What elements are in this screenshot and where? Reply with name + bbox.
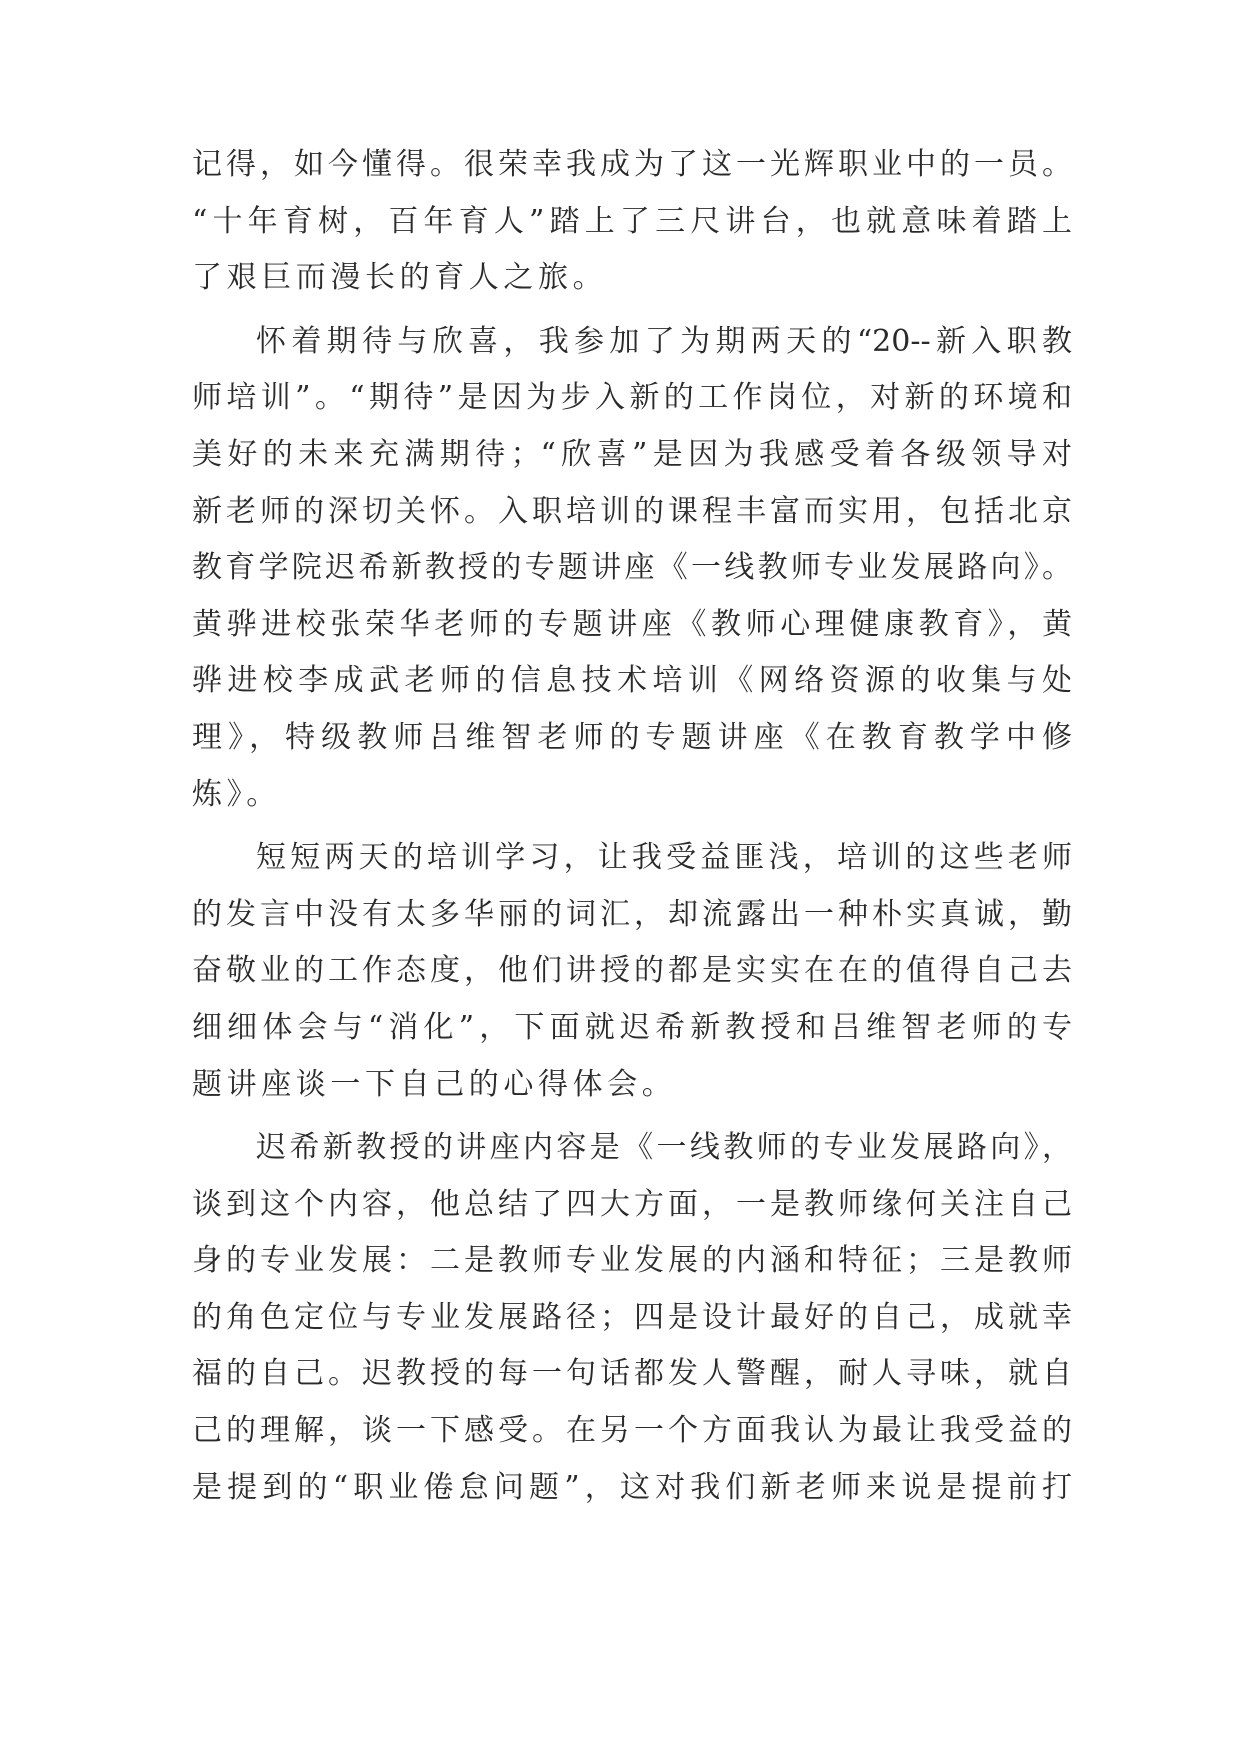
text-line: 题讲座谈一下自己的心得体会。: [192, 1066, 677, 1102]
text-line: 细细体会与“消化”，下面就迟希新教授和吕维智老师的专: [192, 1009, 1072, 1045]
text-line: 了艰巨而漫长的育人之旅。: [192, 260, 608, 296]
text-line: 福的自己。迟教授的每一句话都发人警醒，耐人寻味，就自: [192, 1356, 1072, 1392]
text-line: 的角色定位与专业发展路径；四是设计最好的自己，成就幸: [192, 1299, 1072, 1335]
text-line: 师培训”。“期待”是因为步入新的工作岗位，对新的环境和: [192, 380, 1072, 416]
paragraph-first-line: 迟希新教授的讲座内容是《一线教师的专业发展路向》，: [256, 1130, 1072, 1166]
text-line: 黄骅进校张荣华老师的专题讲座《教师心理健康教育》，黄: [192, 606, 1072, 642]
text-line: 理》，特级教师吕维智老师的专题讲座《在教育教学中修: [192, 719, 1072, 755]
text-line: 美好的未来充满期待；“欣喜”是因为我感受着各级领导对: [192, 436, 1072, 472]
text-line: 教育学院迟希新教授的专题讲座《一线教师专业发展路向》。: [192, 550, 1072, 586]
paragraph-first-line: 短短两天的培训学习，让我受益匪浅，培训的这些老师: [256, 840, 1072, 876]
text-line: 是提到的“职业倦怠问题”，这对我们新老师来说是提前打: [192, 1469, 1072, 1505]
document-body: [192, 137, 1072, 1516]
text-line: 谈到这个内容，他总结了四大方面，一是教师缘何关注自己: [192, 1186, 1072, 1222]
paragraph-first-line: 怀着期待与欣喜，我参加了为期两天的“20--新入职教: [256, 323, 1072, 359]
text-line: 炼》。: [192, 776, 281, 812]
text-line: 新老师的深切关怀。入职培训的课程丰富而实用，包括北京: [192, 493, 1072, 529]
text-line: 记得，如今懂得。很荣幸我成为了这一光辉职业中的一员。: [192, 147, 1072, 182]
text-line: 身的专业发展：二是教师专业发展的内涵和特征；三是教师: [192, 1243, 1072, 1279]
text-line: 己的理解，谈一下感受。在另一个方面我认为最让我受益的: [192, 1413, 1072, 1449]
text-line: 骅进校李成武老师的信息技术培训《网络资源的收集与处: [192, 663, 1072, 699]
text-line: 的发言中没有太多华丽的词汇，却流露出一种朴实真诚，勤: [192, 896, 1072, 932]
text-line: “十年育树，百年育人”踏上了三尺讲台，也就意味着踏上: [192, 203, 1072, 239]
text-line: 奋敬业的工作态度，他们讲授的都是实实在在的值得自己去: [192, 953, 1072, 989]
